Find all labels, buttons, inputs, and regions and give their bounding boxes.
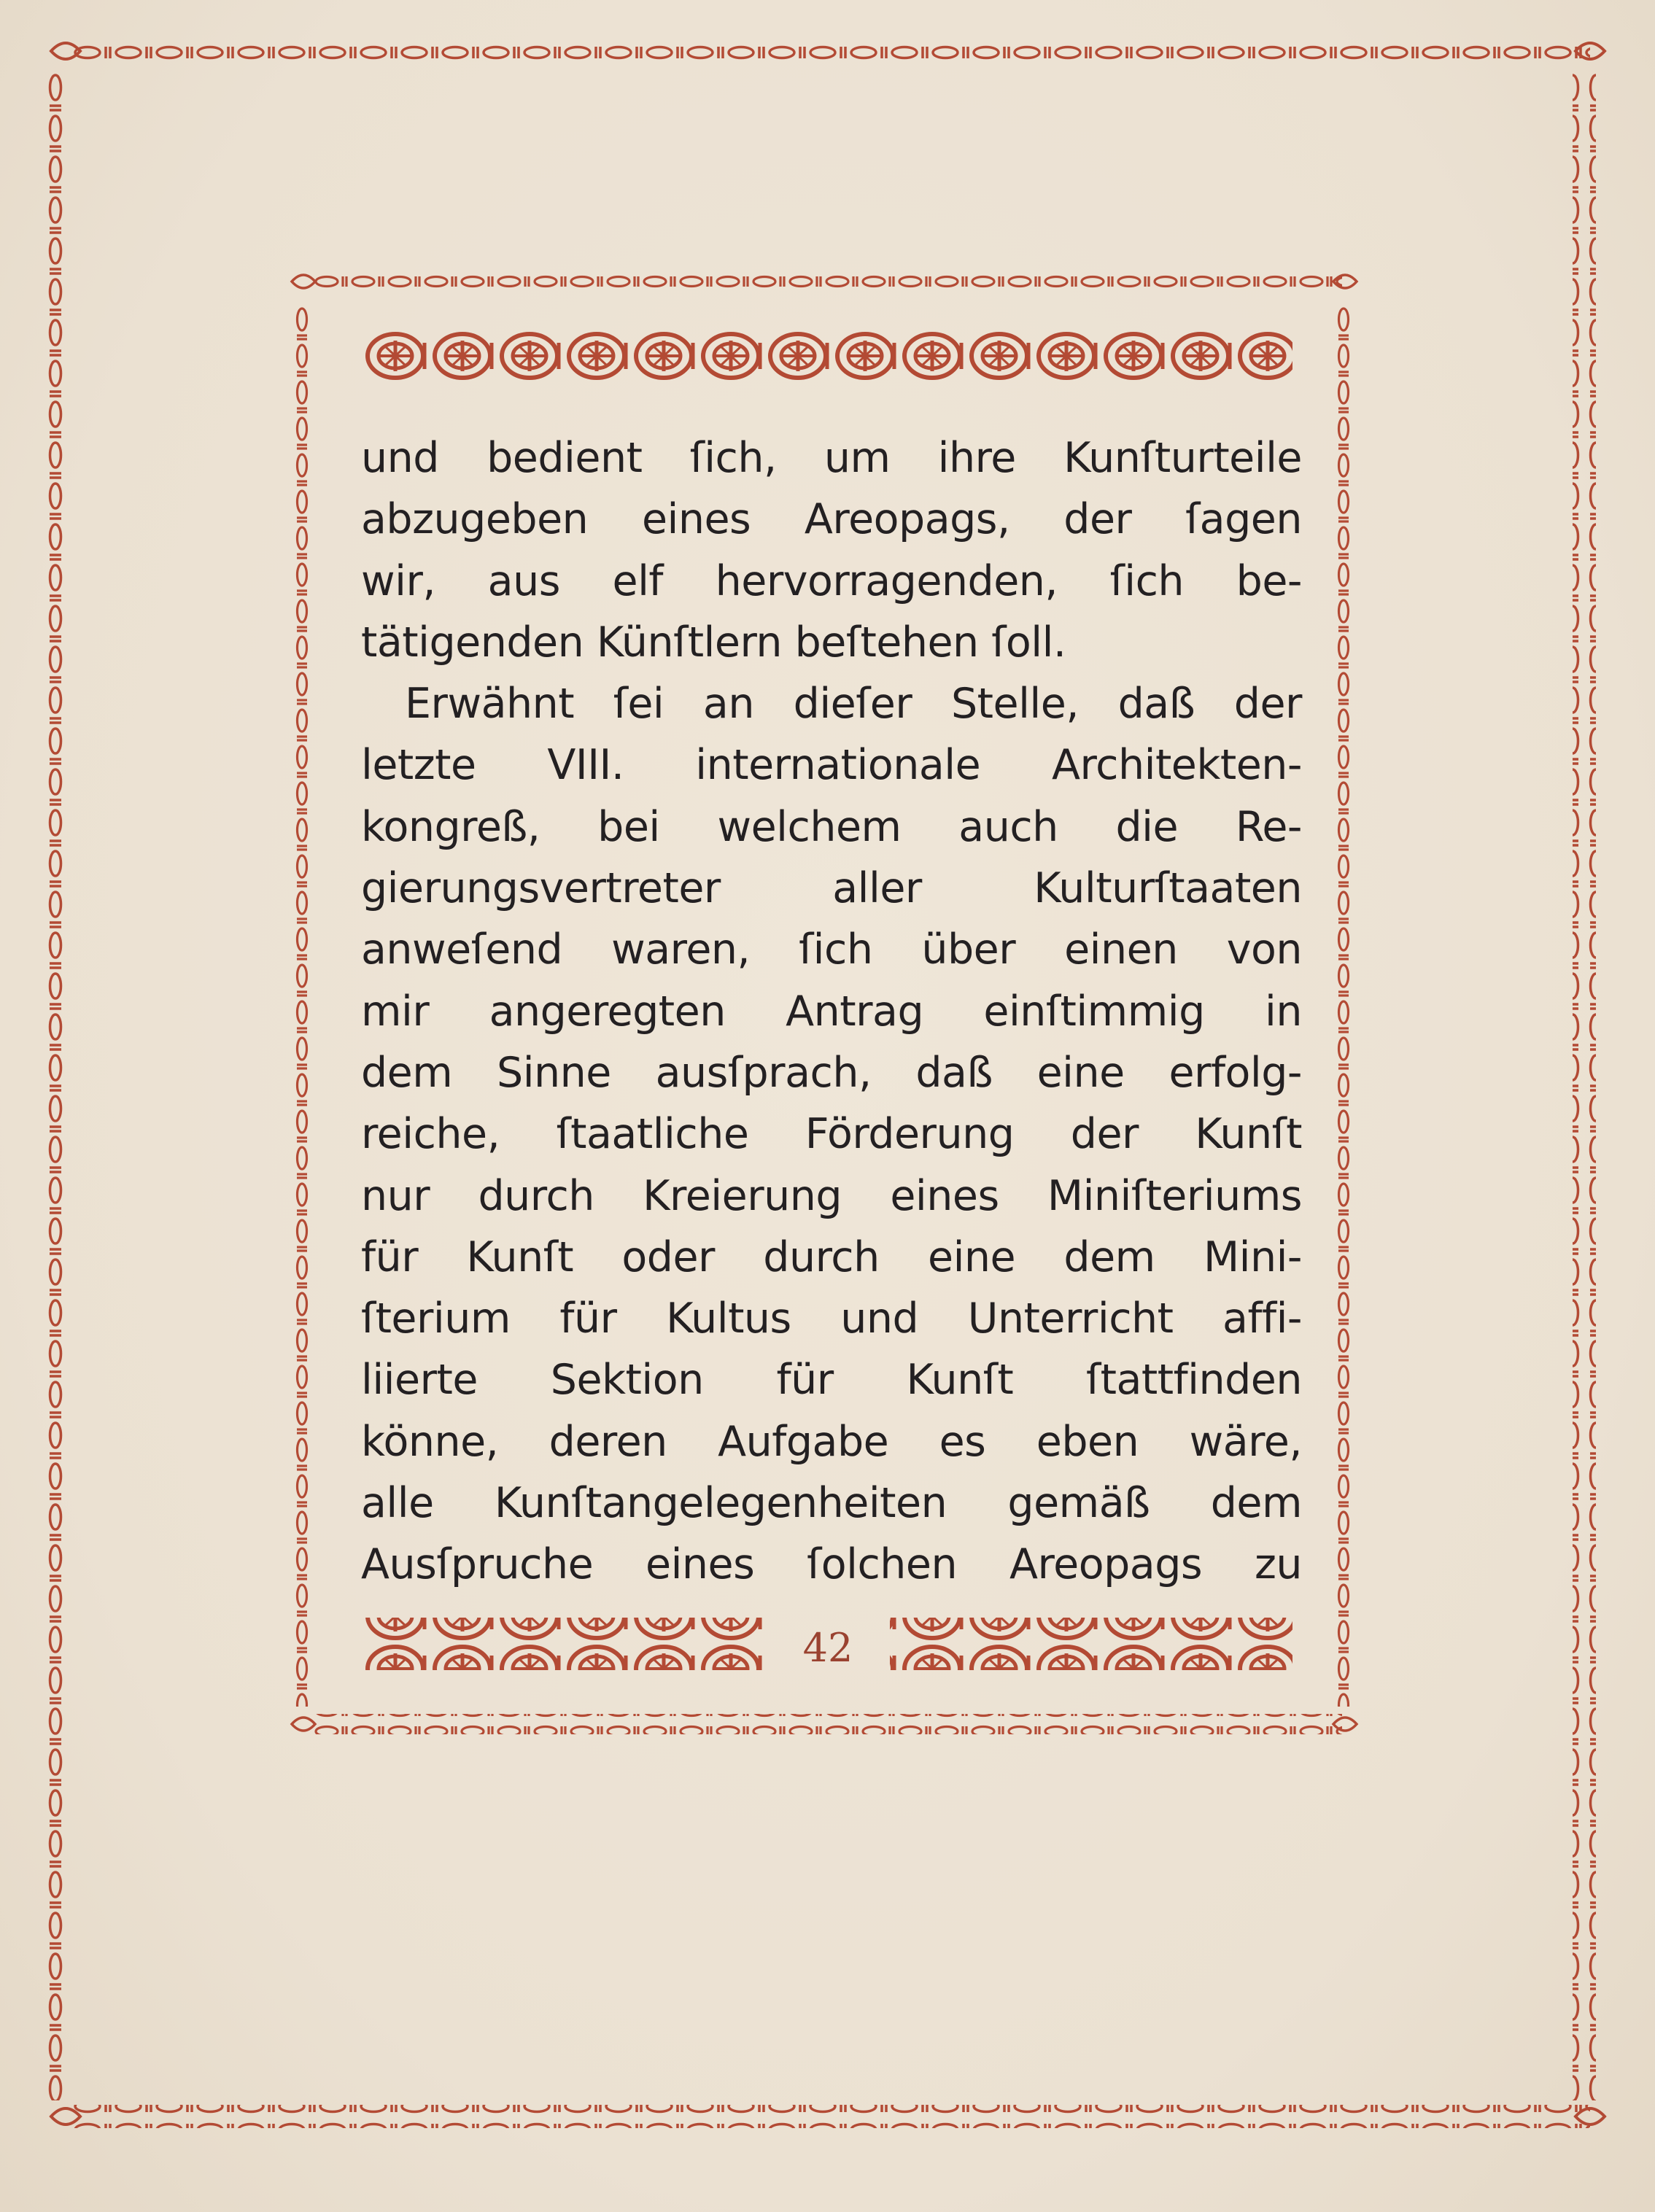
text-line: reiche, ſtaatliche Förderung der Kunſt (361, 1110, 1302, 1159)
text-line: nur durch Kreierung eines Miniſteriums (361, 1171, 1302, 1220)
text-line: letzte VIII. internationale Architekten- (361, 741, 1302, 790)
text-line: dem Sinne ausſprach, daß eine erfolg- (361, 1048, 1302, 1097)
text-line: tätigenden Künſtlern beſtehen ſoll. (361, 618, 1066, 667)
body-text (361, 427, 1302, 1609)
text-line: Erwähnt ſei an dieſer Stelle, daß der (405, 680, 1302, 729)
text-line: Ausſpruche eines ſolchen Areopags zu (361, 1540, 1302, 1589)
text-line: liierte Sektion für Kunſt ſtattfinden (361, 1356, 1302, 1405)
text-line: könne, deren Aufgabe es eben wäre, (361, 1417, 1302, 1466)
text-line: kongreß, bei welchem auch die Re- (361, 802, 1302, 851)
ornament-band-bottom-right (890, 1618, 1292, 1670)
text-line: und bedient ſich, um ihre Kunſturteile (361, 434, 1302, 482)
text-line: mir angeregten Antrag einſtimmig in (361, 987, 1302, 1036)
text-line: gierungsvertreter aller Kulturſtaaten (361, 864, 1302, 913)
text-line: für Kunſt oder durch eine dem Mini- (361, 1233, 1302, 1281)
text-line: ſterium für Kultus und Unterricht affi- (361, 1295, 1302, 1343)
text-line: anweſend waren, ſich über einen von (361, 925, 1302, 974)
inner-border-left (292, 306, 312, 1707)
outer-border-left (44, 73, 67, 2100)
text-line: alle Kunſtangelegenheiten gemäß dem (361, 1479, 1302, 1528)
text-line: abzugeben eines Areopags, der ſagen (361, 495, 1302, 544)
outer-border-right (1573, 73, 1596, 2100)
inner-border-bottom (314, 1714, 1342, 1734)
text-line: wir, aus elf hervorragenden, ſich be- (361, 556, 1302, 605)
inner-border-top (314, 271, 1342, 292)
inner-border-right (1335, 306, 1355, 1707)
page-number: 42 (802, 1625, 853, 1671)
ornament-band-bottom-left (362, 1618, 764, 1670)
ornament-band-top (362, 330, 1292, 382)
outer-border-bottom (73, 2105, 1590, 2128)
outer-border-top (73, 41, 1590, 64)
